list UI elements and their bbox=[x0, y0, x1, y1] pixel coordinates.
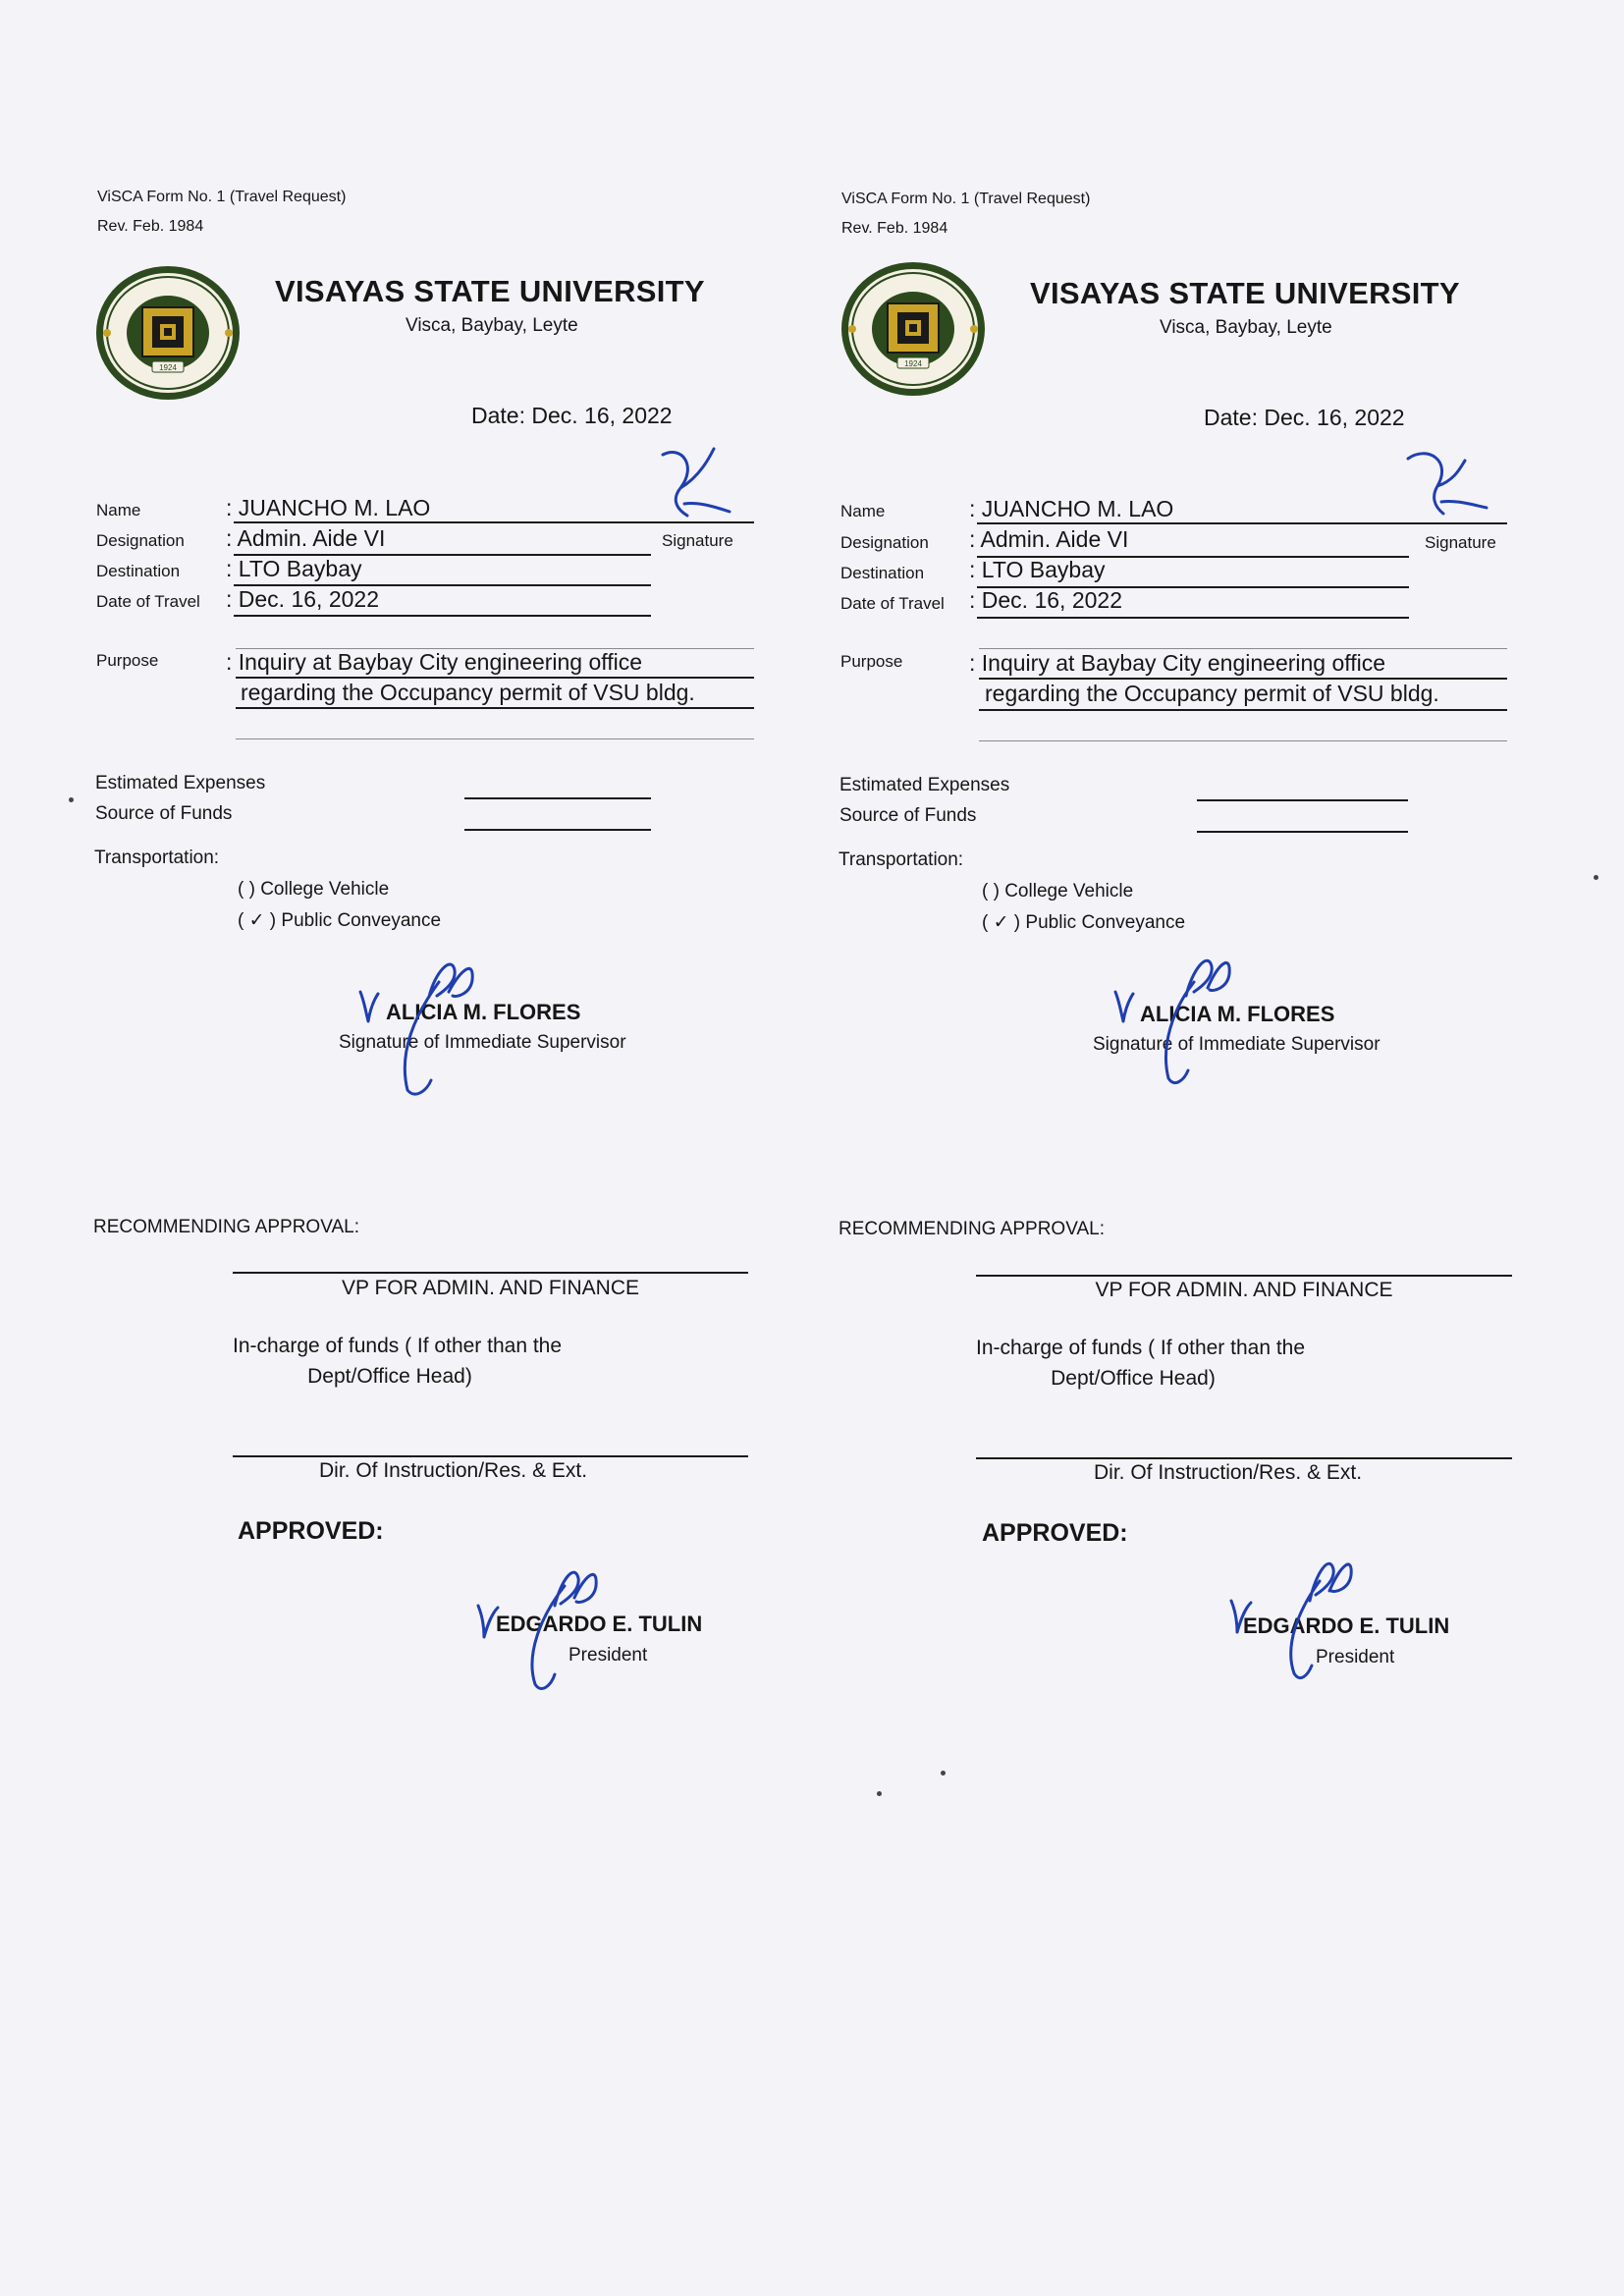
destination-label: Destination bbox=[96, 562, 181, 580]
supervisor-signature-icon bbox=[358, 953, 486, 1100]
purpose-underline-2 bbox=[979, 709, 1507, 711]
destination-label: Destination bbox=[840, 564, 925, 582]
date-of-travel-value: : Dec. 16, 2022 bbox=[969, 587, 1122, 613]
incharge-line-1-text: In-charge of funds ( If other than the bbox=[976, 1337, 1306, 1359]
president-name: EDGARDO E. TULIN bbox=[496, 1612, 703, 1636]
applicant-signature-icon bbox=[1398, 447, 1506, 525]
designation-label: Designation bbox=[840, 533, 929, 552]
paper-speck bbox=[941, 1771, 946, 1776]
university-name: VISAYAS STATE UNIVERSITY bbox=[1030, 276, 1460, 310]
designation-value: : Admin. Aide VI bbox=[226, 525, 386, 551]
university-name: VISAYAS STATE UNIVERSITY bbox=[275, 274, 705, 308]
purpose-line-1: : Inquiry at Baybay City engineering office bbox=[226, 649, 643, 675]
estimated-expenses-label: Estimated Expenses bbox=[839, 775, 1010, 795]
paper-speck bbox=[877, 1791, 882, 1796]
date-label: Date: bbox=[471, 403, 525, 428]
incharge-line-2 bbox=[233, 1365, 547, 1389]
incharge-line-1 bbox=[976, 1337, 1306, 1360]
purpose-top-line bbox=[979, 648, 1507, 649]
president-name: EDGARDO E. TULIN bbox=[1243, 1613, 1450, 1638]
university-seal-icon bbox=[93, 263, 243, 403]
purpose-label: Purpose bbox=[96, 651, 159, 670]
vp-caption-text: VP FOR ADMIN. AND FINANCE bbox=[342, 1277, 639, 1299]
college-vehicle-option: ( ) College Vehicle bbox=[982, 881, 1134, 902]
supervisor-name: ALICIA M. FLORES bbox=[386, 1000, 581, 1024]
applicant-signature-icon bbox=[643, 447, 751, 525]
vp-caption bbox=[233, 1277, 748, 1300]
approved-label: APPROVED: bbox=[982, 1519, 1128, 1547]
paper-speck bbox=[1594, 875, 1598, 880]
recommending-approval-label: RECOMMENDING APPROVAL: bbox=[93, 1217, 359, 1237]
purpose-line-1: : Inquiry at Baybay City engineering office bbox=[969, 650, 1386, 676]
paper-speck bbox=[69, 797, 74, 802]
estimated-expenses-line bbox=[1197, 799, 1408, 801]
purpose-blank-line bbox=[979, 740, 1507, 741]
form-revision: Rev. Feb. 1984 bbox=[97, 218, 204, 235]
source-of-funds-label: Source of Funds bbox=[839, 805, 977, 826]
signature-label: Signature bbox=[662, 531, 733, 550]
date-of-travel-label: Date of Travel bbox=[840, 594, 945, 613]
transportation-label: Transportation: bbox=[839, 849, 964, 870]
travel-request-form-left bbox=[93, 0, 839, 2296]
date-label: Date: bbox=[1204, 405, 1258, 430]
source-of-funds-label: Source of Funds bbox=[95, 803, 233, 824]
date-of-travel-value: : Dec. 16, 2022 bbox=[226, 586, 379, 612]
dir-caption: Dir. Of Instruction/Res. & Ext. bbox=[319, 1459, 588, 1482]
college-vehicle-option: ( ) College Vehicle bbox=[238, 879, 390, 900]
incharge-line-2-text: Dept/Office Head) bbox=[307, 1365, 472, 1388]
purpose-line-2: regarding the Occupancy permit of VSU bldg. bbox=[985, 681, 1439, 706]
form-number: ViSCA Form No. 1 (Travel Request) bbox=[841, 191, 1091, 207]
name-value: : JUANCHO M. LAO bbox=[226, 495, 431, 520]
form-number: ViSCA Form No. 1 (Travel Request) bbox=[97, 189, 347, 205]
university-seal-icon bbox=[839, 259, 988, 399]
public-conveyance-option: ( ✓ ) Public Conveyance bbox=[982, 912, 1186, 933]
source-of-funds-line bbox=[464, 829, 651, 831]
purpose-underline-1 bbox=[236, 677, 754, 679]
name-underline bbox=[234, 521, 754, 523]
seal-year: 1924 bbox=[904, 359, 922, 368]
name-label: Name bbox=[840, 502, 886, 520]
name-underline bbox=[977, 522, 1507, 524]
date-of-travel-underline bbox=[234, 615, 651, 617]
incharge-line-2 bbox=[976, 1367, 1290, 1391]
date-value: Dec. 16, 2022 bbox=[531, 403, 673, 428]
designation-label: Designation bbox=[96, 531, 185, 550]
name-label: Name bbox=[96, 501, 141, 519]
recommending-approval-label: RECOMMENDING APPROVAL: bbox=[839, 1219, 1105, 1239]
president-caption: President bbox=[1316, 1647, 1395, 1667]
supervisor-name: ALICIA M. FLORES bbox=[1140, 1002, 1335, 1026]
destination-value: : LTO Baybay bbox=[226, 556, 362, 581]
purpose-blank-line bbox=[236, 738, 754, 739]
travel-request-form-right bbox=[839, 0, 1585, 2296]
purpose-underline-2 bbox=[236, 707, 754, 709]
vp-caption bbox=[976, 1279, 1512, 1302]
destination-value: : LTO Baybay bbox=[969, 557, 1106, 582]
designation-value: : Admin. Aide VI bbox=[969, 526, 1129, 552]
source-of-funds-line bbox=[1197, 831, 1408, 833]
estimated-expenses-line bbox=[464, 797, 651, 799]
seal-year: 1924 bbox=[159, 363, 177, 372]
transportation-label: Transportation: bbox=[94, 847, 220, 868]
supervisor-caption: Signature of Immediate Supervisor bbox=[1093, 1034, 1380, 1055]
signature-label: Signature bbox=[1425, 533, 1496, 552]
dir-signature-line bbox=[233, 1455, 748, 1457]
vp-caption-text: VP FOR ADMIN. AND FINANCE bbox=[1095, 1279, 1393, 1301]
president-caption: President bbox=[568, 1645, 648, 1666]
purpose-line-2: regarding the Occupancy permit of VSU bldg. bbox=[241, 680, 695, 705]
approved-label: APPROVED: bbox=[238, 1517, 384, 1545]
date-of-travel-label: Date of Travel bbox=[96, 592, 200, 611]
dir-caption: Dir. Of Instruction/Res. & Ext. bbox=[1094, 1461, 1363, 1484]
vp-signature-line bbox=[233, 1272, 748, 1274]
date-value: Dec. 16, 2022 bbox=[1264, 405, 1405, 430]
incharge-line-2-text: Dept/Office Head) bbox=[1051, 1367, 1216, 1390]
date-row bbox=[1204, 405, 1405, 431]
name-value: : JUANCHO M. LAO bbox=[969, 496, 1174, 521]
date-row bbox=[471, 403, 673, 429]
estimated-expenses-label: Estimated Expenses bbox=[95, 773, 266, 793]
vp-signature-line bbox=[976, 1275, 1512, 1277]
supervisor-caption: Signature of Immediate Supervisor bbox=[339, 1032, 626, 1053]
incharge-line-1-text: In-charge of funds ( If other than the bbox=[233, 1335, 563, 1357]
dir-signature-line bbox=[976, 1457, 1512, 1459]
form-revision: Rev. Feb. 1984 bbox=[841, 220, 948, 237]
incharge-line-1 bbox=[233, 1335, 563, 1358]
purpose-underline-1 bbox=[979, 678, 1507, 680]
university-address: Visca, Baybay, Leyte bbox=[406, 315, 578, 336]
purpose-label: Purpose bbox=[840, 652, 903, 671]
public-conveyance-option: ( ✓ ) Public Conveyance bbox=[238, 910, 442, 931]
university-address: Visca, Baybay, Leyte bbox=[1160, 317, 1332, 338]
date-of-travel-underline bbox=[977, 617, 1409, 619]
